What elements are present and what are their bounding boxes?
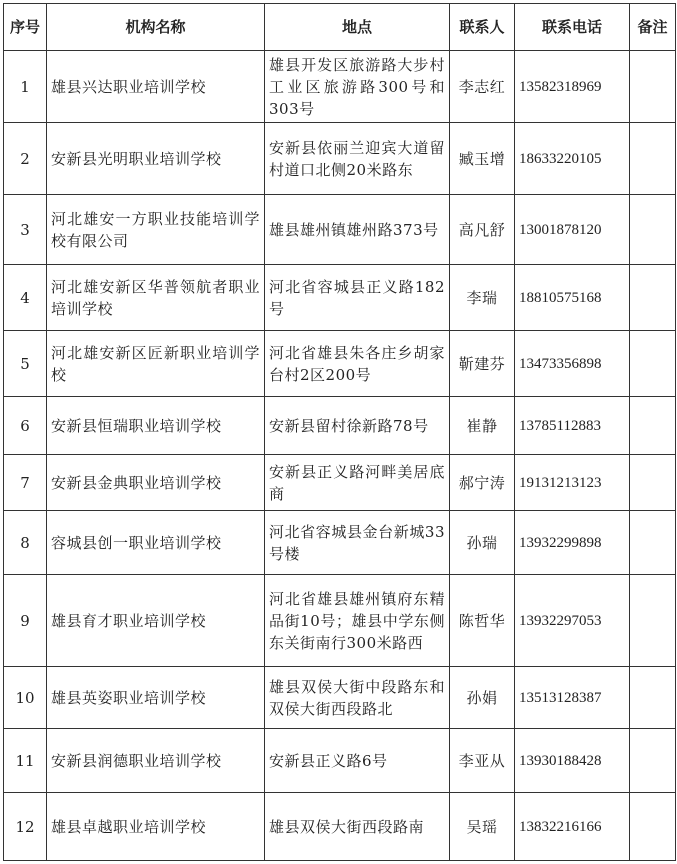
row-remark [630, 793, 676, 861]
row-contact: 崔静 [450, 397, 515, 455]
row-index: 12 [4, 793, 47, 861]
row-address: 雄县开发区旅游路大步村工业区旅游路300号和303号 [265, 51, 450, 123]
row-index: 9 [4, 575, 47, 667]
table-row [4, 123, 676, 195]
row-contact: 吴瑶 [450, 793, 515, 861]
row-index: 6 [4, 397, 47, 455]
table-row [4, 729, 676, 793]
row-remark [630, 265, 676, 331]
header-contact: 联系人 [450, 4, 515, 51]
header-remark: 备注 [630, 4, 676, 51]
row-address: 雄县双侯大街中段路东和双侯大街西段路北 [265, 667, 450, 729]
row-name: 雄县卓越职业培训学校 [47, 793, 265, 861]
row-name: 雄县育才职业培训学校 [47, 575, 265, 667]
row-phone: 18633220105 [515, 123, 630, 195]
header-address: 地点 [265, 4, 450, 51]
row-contact: 靳建芬 [450, 331, 515, 397]
row-phone: 13932297053 [515, 575, 630, 667]
row-remark [630, 575, 676, 667]
row-contact: 李志红 [450, 51, 515, 123]
table-row [4, 455, 676, 511]
row-address: 安新县依丽兰迎宾大道留村道口北侧20米路东 [265, 123, 450, 195]
row-address: 河北省雄县朱各庄乡胡家台村2区200号 [265, 331, 450, 397]
row-address: 河北省容城县正义路182号 [265, 265, 450, 331]
row-name: 容城县创一职业培训学校 [47, 511, 265, 575]
row-phone: 19131213123 [515, 455, 630, 511]
row-name: 雄县英姿职业培训学校 [47, 667, 265, 729]
row-name: 安新县金典职业培训学校 [47, 455, 265, 511]
row-index: 10 [4, 667, 47, 729]
row-index: 5 [4, 331, 47, 397]
row-contact: 孙娟 [450, 667, 515, 729]
row-remark [630, 51, 676, 123]
row-index: 3 [4, 195, 47, 265]
row-address: 安新县正义路6号 [265, 729, 450, 793]
table-row [4, 667, 676, 729]
row-name: 安新县润德职业培训学校 [47, 729, 265, 793]
row-contact: 孙瑞 [450, 511, 515, 575]
row-remark [630, 397, 676, 455]
row-address: 河北省雄县雄州镇府东精品街10号；雄县中学东侧东关街南行300米路西 [265, 575, 450, 667]
row-name: 河北雄安新区华普领航者职业培训学校 [47, 265, 265, 331]
row-contact: 李亚从 [450, 729, 515, 793]
row-phone: 13832216166 [515, 793, 630, 861]
row-contact: 陈哲华 [450, 575, 515, 667]
table-row [4, 51, 676, 123]
row-remark [630, 455, 676, 511]
row-address: 安新县留村徐新路78号 [265, 397, 450, 455]
table-row [4, 793, 676, 861]
table-row [4, 511, 676, 575]
row-phone: 13513128387 [515, 667, 630, 729]
row-remark [630, 667, 676, 729]
row-name: 安新县光明职业培训学校 [47, 123, 265, 195]
row-address: 雄县双侯大街西段路南 [265, 793, 450, 861]
row-remark [630, 511, 676, 575]
row-name: 雄县兴达职业培训学校 [47, 51, 265, 123]
row-contact: 高凡舒 [450, 195, 515, 265]
row-name: 河北雄安一方职业技能培训学校有限公司 [47, 195, 265, 265]
table-row [4, 397, 676, 455]
row-index: 7 [4, 455, 47, 511]
institution-table [3, 3, 676, 861]
row-phone: 13001878120 [515, 195, 630, 265]
header-index: 序号 [4, 4, 47, 51]
header-phone: 联系电话 [515, 4, 630, 51]
row-phone: 13582318969 [515, 51, 630, 123]
row-remark [630, 195, 676, 265]
row-remark [630, 729, 676, 793]
row-address: 安新县正义路河畔美居底商 [265, 455, 450, 511]
header-name: 机构名称 [47, 4, 265, 51]
row-address: 河北省容城县金台新城33号楼 [265, 511, 450, 575]
table-row [4, 331, 676, 397]
row-index: 8 [4, 511, 47, 575]
table-header-row [4, 4, 676, 51]
table-row [4, 195, 676, 265]
row-phone: 13473356898 [515, 331, 630, 397]
row-contact: 郝宁涛 [450, 455, 515, 511]
row-name: 安新县恒瑞职业培训学校 [47, 397, 265, 455]
row-phone: 13932299898 [515, 511, 630, 575]
row-index: 1 [4, 51, 47, 123]
row-address: 雄县雄州镇雄州路373号 [265, 195, 450, 265]
table-row [4, 575, 676, 667]
row-phone: 13785112883 [515, 397, 630, 455]
row-name: 河北雄安新区匠新职业培训学校 [47, 331, 265, 397]
row-remark [630, 331, 676, 397]
row-index: 2 [4, 123, 47, 195]
row-contact: 李瑞 [450, 265, 515, 331]
row-phone: 13930188428 [515, 729, 630, 793]
row-phone: 18810575168 [515, 265, 630, 331]
row-index: 11 [4, 729, 47, 793]
row-remark [630, 123, 676, 195]
row-contact: 臧玉增 [450, 123, 515, 195]
table-row [4, 265, 676, 331]
row-index: 4 [4, 265, 47, 331]
